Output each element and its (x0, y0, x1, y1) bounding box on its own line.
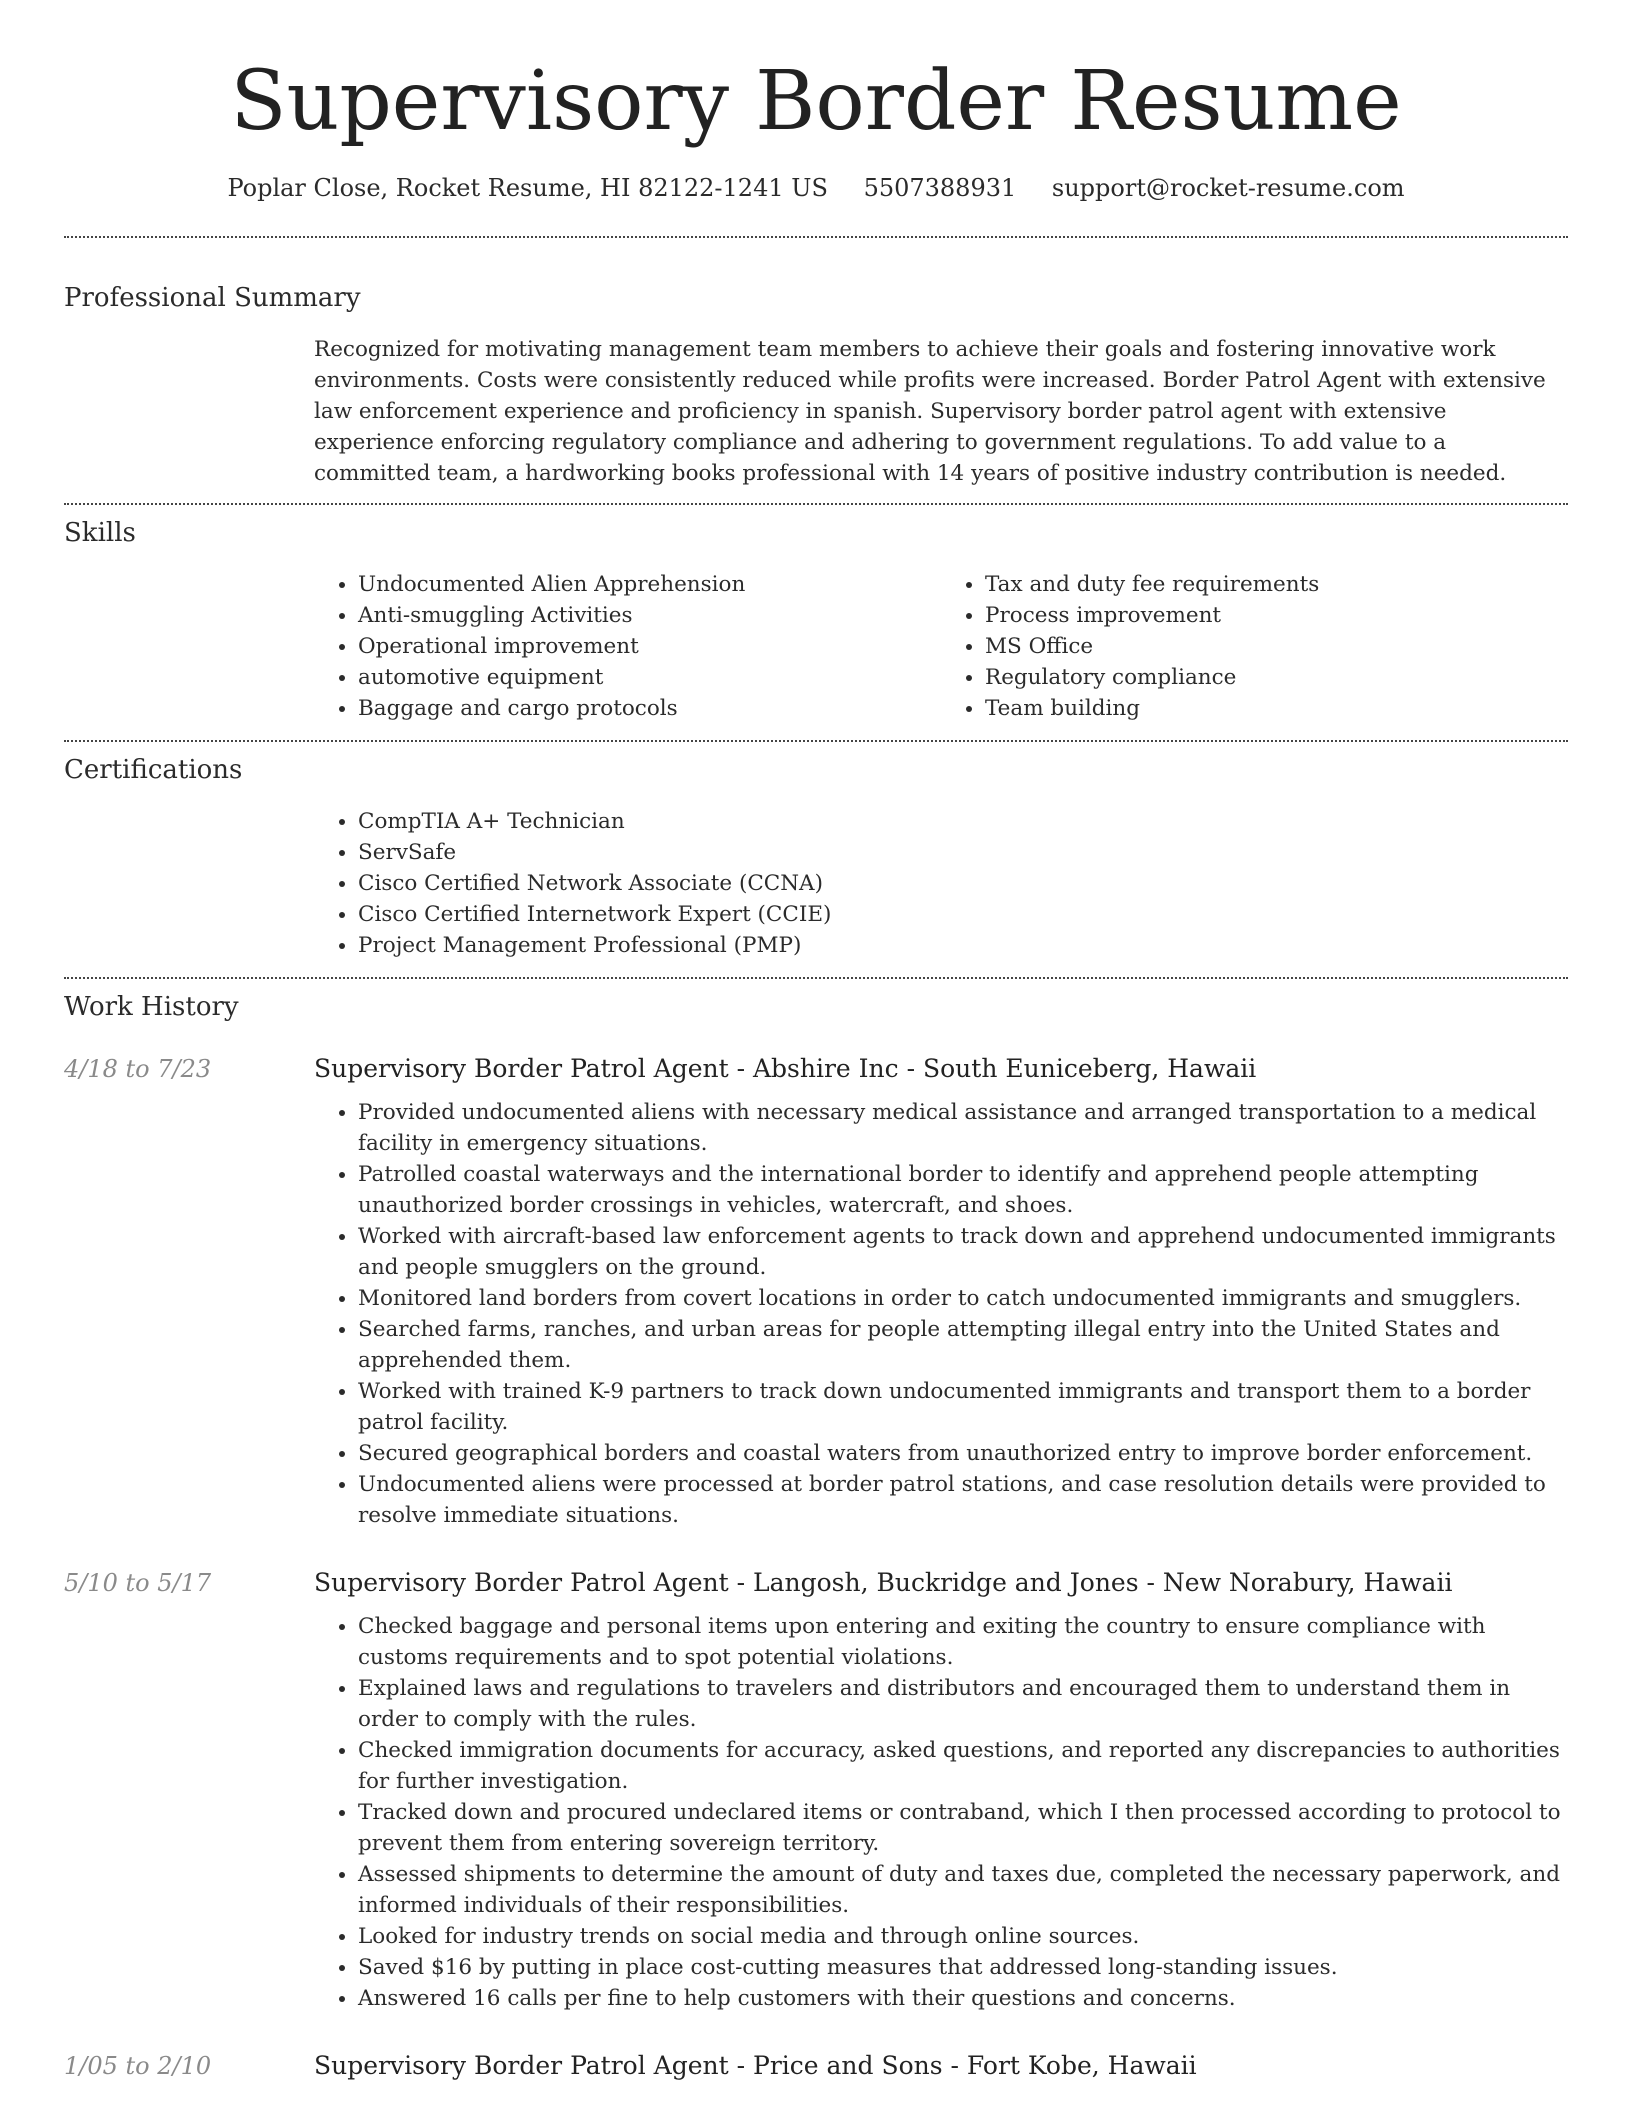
summary-title: Professional Summary (64, 283, 361, 313)
summary-section (64, 280, 1568, 489)
job-dates: 1/05 to 2/10 (64, 2052, 212, 2080)
skills-list-right (941, 569, 1568, 724)
job-bullet: • Looked for industry trends on social media and through online sources. (358, 1921, 1568, 1952)
job-bullet: • Provided undocumented aliens with necessary medical assistance and arranged transportation to a medical facility in emergency situations. (358, 1097, 1568, 1159)
skills-divider (64, 740, 1568, 742)
certifications-section (64, 752, 1568, 961)
job-dates: 4/18 to 7/23 (64, 1055, 212, 1083)
skills-title: Skills (64, 518, 136, 548)
job-entry (64, 1565, 1568, 2014)
job-entry (64, 2048, 1568, 2084)
skill-item: • Undocumented Alien Apprehension (358, 569, 941, 600)
job-bullet: • Secured geographical borders and coastal waters from unauthorized entry to improve border enforcement. (358, 1438, 1568, 1469)
work-history-title: Work History (64, 992, 239, 1022)
skills-list-left (314, 569, 941, 724)
job-bullet: • Saved $16 by putting in place cost-cutting measures that addressed long-standing issues. (358, 1952, 1568, 1983)
job-bullet: • Answered 16 calls per fine to help customers with their questions and concerns. (358, 1983, 1568, 2014)
contact-address: Poplar Close, Rocket Resume, HI 82122-1241 US (227, 174, 828, 202)
certifications-list (314, 806, 1568, 961)
skills-grid (314, 569, 1568, 724)
certification-item: • Project Management Professional (PMP) (358, 930, 1568, 961)
header-divider (64, 236, 1568, 238)
contact-phone: 5507388931 (863, 174, 1017, 202)
summary-divider (64, 503, 1568, 505)
job-bullet: • Worked with aircraft-based law enforcement agents to track down and apprehend undocumented immigrants and people smugglers on the ground. (358, 1221, 1568, 1283)
job-bullet: • Checked immigration documents for accuracy, asked questions, and reported any discrepancies to authorities for further investigation. (358, 1735, 1568, 1797)
skill-item: • Regulatory compliance (985, 662, 1568, 693)
certification-item: • Cisco Certified Internetwork Expert (CCIE) (358, 899, 1568, 930)
job-bullet: • Undocumented aliens were processed at border patrol stations, and case resolution details were provided to resolve immediate situations. (358, 1469, 1568, 1531)
certifications-divider (64, 977, 1568, 979)
contact-line (64, 174, 1568, 202)
skill-item: • Baggage and cargo protocols (358, 693, 941, 724)
job-bullet: • Tracked down and procured undeclared items or contraband, which I then processed according to protocol to prevent them from entering sovereign territory. (358, 1797, 1568, 1859)
job-bullet: • Worked with trained K-9 partners to track down undocumented immigrants and transport them to a border patrol facility. (358, 1376, 1568, 1438)
job-dates: 5/10 to 5/17 (64, 1569, 212, 1597)
summary-text: Recognized for motivating management team members to achieve their goals and fostering innovative work environments. Costs were consistently reduced while profits were increased. Border Patrol Agent with extensive law enforcement experience and proficiency in spanish. Supervisory border patrol agent with extensive experience enforcing regulatory compliance and adhering to government regulations. To add value to a committed team, a hardworking books professional with 14 years of positive industry contribution is needed. (314, 337, 1546, 486)
job-entry (64, 1051, 1568, 1531)
skill-item: • Anti-smuggling Activities (358, 600, 941, 631)
skills-section (64, 515, 1568, 724)
certification-item: • ServSafe (358, 837, 1568, 868)
skill-item: • Process improvement (985, 600, 1568, 631)
job-bullet: • Checked baggage and personal items upon entering and exiting the country to ensure compliance with customs requirements and to spot potential violations. (358, 1611, 1568, 1673)
job-bullet-list (314, 1097, 1568, 1531)
skill-item: • Operational improvement (358, 631, 941, 662)
work-history-section (64, 989, 1568, 2084)
skill-item: • Team building (985, 693, 1568, 724)
job-bullet-list (314, 1611, 1568, 2014)
skill-item: • automotive equipment (358, 662, 941, 693)
certification-item: • Cisco Certified Network Associate (CCNA) (358, 868, 1568, 899)
job-title: Supervisory Border Patrol Agent - Abshire Inc - South Euniceberg, Hawaii (314, 1054, 1257, 1083)
job-bullet: • Assessed shipments to determine the amount of duty and taxes due, completed the necessary paperwork, and informed individuals of their responsibilities. (358, 1859, 1568, 1921)
job-bullet: • Patrolled coastal waterways and the international border to identify and apprehend people attempting unauthorized border crossings in vehicles, watercraft, and shoes. (358, 1159, 1568, 1221)
certification-item: • CompTIA A+ Technician (358, 806, 1568, 837)
contact-email[interactable]: support@rocket-resume.com (1051, 174, 1405, 202)
job-bullet: • Monitored land borders from covert locations in order to catch undocumented immigrants and smugglers. (358, 1283, 1568, 1314)
certifications-title: Certifications (64, 755, 243, 785)
job-title: Supervisory Border Patrol Agent - Langosh, Buckridge and Jones - New Norabury, Hawaii (314, 1568, 1453, 1597)
skill-item: • MS Office (985, 631, 1568, 662)
job-title: Supervisory Border Patrol Agent - Price and Sons - Fort Kobe, Hawaii (314, 2051, 1197, 2080)
job-bullet: • Searched farms, ranches, and urban areas for people attempting illegal entry into the United States and apprehended them. (358, 1314, 1568, 1376)
skill-item: • Tax and duty fee requirements (985, 569, 1568, 600)
resume-name: Supervisory Border Resume (230, 54, 1402, 149)
job-bullet: • Explained laws and regulations to travelers and distributors and encouraged them to understand them in order to comply with the rules. (358, 1673, 1568, 1735)
